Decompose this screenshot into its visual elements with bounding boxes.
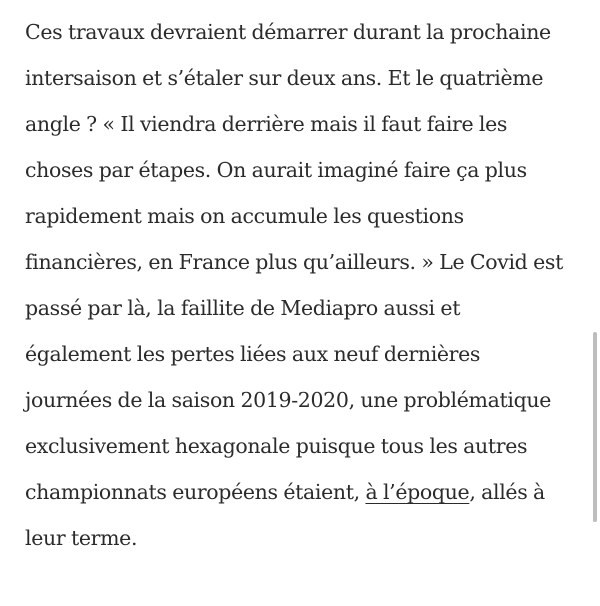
paragraph-text-end: , allés à leur terme. [25, 480, 545, 550]
paragraph-text: Ces travaux devraient démarrer durant la prochaine intersaison et s’étaler sur deux ans. Et le quatrième angle ? « Il viendra derrière mais il faut faire les choses par étapes. On aurait imaginé faire ça plus rapidement mais on accumule les questions financières, en France plus qu’ailleurs. » Le Covid est passé par là, la faillite de Mediapro aussi et également les pertes liées aux neuf dernières journées de la saison 2019-2020, une problématique exclusivement hexagonale puisque tous les autres championnats européens étaient, [25, 20, 563, 504]
inline-link-a-l-epoque[interactable]: à l’époque [365, 480, 470, 504]
article-paragraph [25, 9, 565, 561]
article-body [25, 9, 565, 561]
scrollbar-thumb[interactable] [593, 332, 597, 522]
